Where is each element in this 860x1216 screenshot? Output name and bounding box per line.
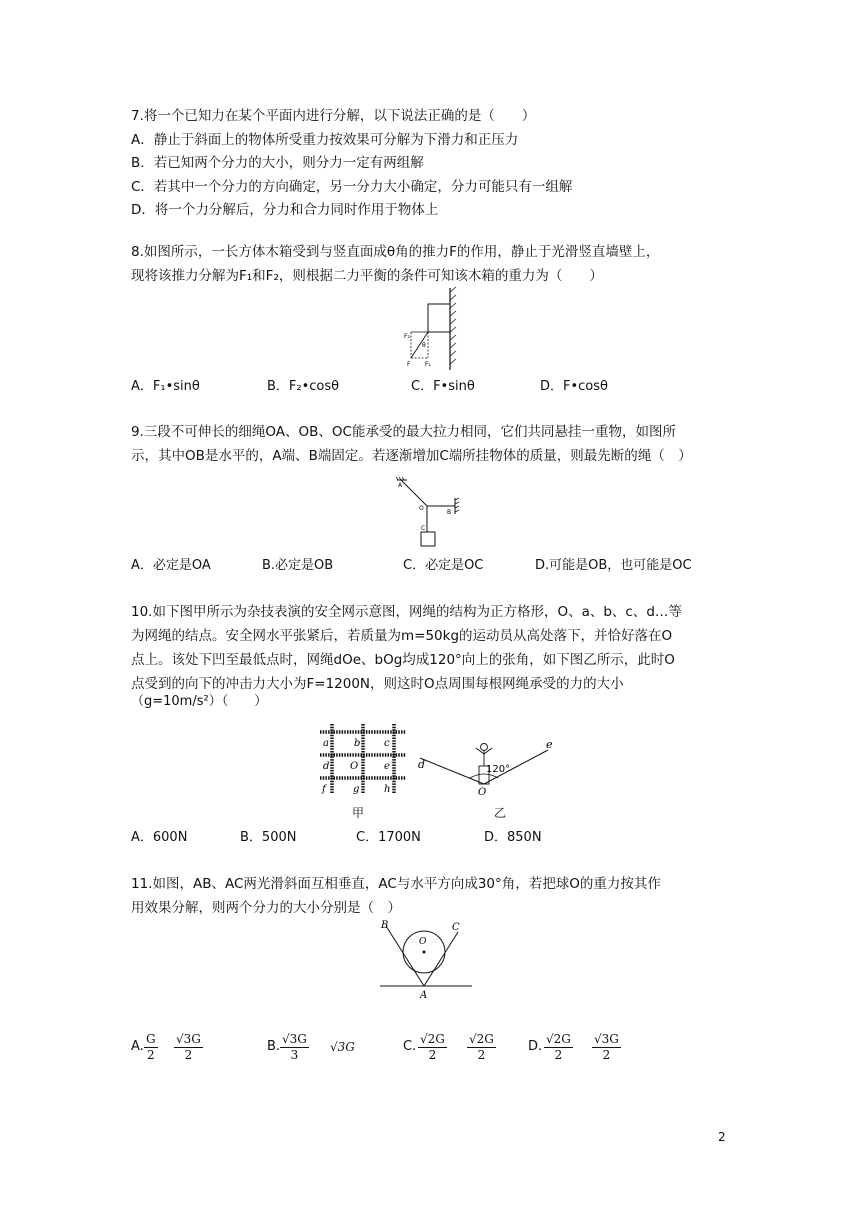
q9-option-a: A．必定是OA [131, 558, 211, 573]
q11-option-a-value1: $\frac{G}{2}$ [146, 1032, 156, 1062]
q9-fig-b: B [447, 509, 452, 516]
q10-fig-f: f [322, 784, 326, 795]
q10-fig-a: a [323, 738, 329, 749]
page-number: 2 [718, 1130, 726, 1144]
q8-fig-f1: F₁ [425, 361, 431, 368]
q8-option-a: A．F₁•sinθ [131, 379, 200, 394]
q11-figure [378, 918, 474, 1002]
q10-stem-line2: 为网绳的结点。安全网水平张紧后，若质量为m=50kg的运动员从高处落下，并恰好落在O [131, 628, 673, 644]
q11-stem-line1: 11.如图，AB、AC两光滑斜面互相垂直，AC与水平方向成30°角，若把球O的重力按其作 [131, 876, 661, 892]
q8-option-d: D．F•cosθ [540, 379, 608, 394]
q8-option-b: B．F₂•cosθ [267, 379, 340, 394]
q10-stem-line3: 点上。该处下凹至最低点时，网绳dOe、bOg均成120°向上的张角，如下图乙所示，此时O [131, 652, 675, 668]
q9-fig-c: C [421, 525, 426, 532]
q8-stem-line1: 8.如图所示，一长方体木箱受到与竖直面成θ角的推力F的作用，静止于光滑竖直墙壁上， [131, 244, 660, 260]
q7-option-d: D．将一个力分解后，分力和合力同时作用于物体上 [131, 202, 439, 218]
q10-fig-o: O [350, 761, 359, 772]
q7-stem: 7.将一个已知力在某个平面内进行分解，以下说法正确的是（ ） [131, 108, 536, 124]
q10-option-d: D．850N [484, 830, 542, 845]
q11-option-c-label: C. [403, 1039, 417, 1054]
q10-option-c: C．1700N [356, 830, 421, 845]
q10-figure-jia [318, 722, 408, 800]
q8-fig-f: F [407, 361, 411, 368]
q9-stem-line1: 9.三段不可伸长的细绳OA、OB、OC能承受的最大拉力相同，它们共同悬挂一重物，如图所 [131, 424, 676, 440]
q11-stem-line2: 用效果分解，则两个分力的大小分别是（ ） [131, 900, 401, 916]
q10-fig-yi-e: e [546, 738, 553, 751]
q8-stem-line2: 现将该推力分解为F₁和F₂，则根据二力平衡的条件可知该木箱的重力为（ ） [131, 268, 603, 284]
q10-fig-yi-angle: 120° [486, 764, 511, 775]
q10-option-b: B．500N [240, 830, 297, 845]
q10-stem-line5: （g=10m/s²）（ ） [131, 694, 268, 709]
q8-figure [398, 286, 468, 372]
q11-option-a-label: A. [131, 1039, 144, 1054]
q10-fig-h: h [384, 784, 391, 795]
q11-option-a-value2: $\frac{√3G}{2}$ [176, 1032, 201, 1062]
q9-fig-o: O [419, 505, 424, 512]
q10-fig-b: b [354, 738, 361, 749]
q10-stem-line1: 10.如下图甲所示为杂技表演的安全网示意图，网绳的结构为正方格形，O、a、b、c、d…等 [131, 604, 682, 620]
q9-figure [395, 474, 465, 552]
q8-fig-theta: θ [422, 342, 426, 349]
q10-option-a: A．600N [131, 830, 188, 845]
q9-option-b: B.必定是OB [262, 558, 334, 573]
q11-option-d-value1: $\frac{√2G}{2}$ [546, 1032, 571, 1062]
q11-fig-c: C [452, 922, 460, 933]
q10-fig-g: g [353, 784, 360, 795]
q10-stem-line4: 点受到的向下的冲击力大小为F=1200N，则这时O点周围每根网绳承受的力的大小 [131, 676, 624, 692]
q11-fig-o: O [419, 937, 427, 947]
q9-fig-a: A [398, 482, 403, 489]
q11-option-b-label: B. [267, 1039, 281, 1054]
q10-caption-yi: 乙 [494, 806, 507, 820]
q8-fig-f2: F₂ [404, 333, 410, 340]
q11-fig-b: B [381, 920, 389, 931]
q8-option-c: C．F•sinθ [411, 379, 475, 394]
q11-option-d-value2: $\frac{√3G}{2}$ [594, 1032, 619, 1062]
q11-option-b-value1: $\frac{√3G}{3}$ [282, 1032, 307, 1062]
q10-fig-yi-o: O [478, 787, 487, 798]
q11-option-b-value2: √3G [330, 1040, 355, 1054]
q7-option-a: A．静止于斜面上的物体所受重力按效果可分解为下滑力和正压力 [131, 132, 519, 148]
q7-option-c: C．若其中一个分力的方向确定，另一分力大小确定，分力可能只有一组解 [131, 179, 573, 195]
q9-stem-line2: 示，其中OB是水平的，A端、B端固定。若逐渐增加C端所挂物体的质量，则最先断的绳（ ） [131, 448, 692, 464]
q10-figure-yi [418, 740, 558, 796]
q11-fig-a: A [420, 990, 428, 1001]
q10-fig-e: e [384, 761, 390, 772]
q11-option-c-value2: $\frac{√2G}{2}$ [469, 1032, 494, 1062]
q11-option-c-value1: $\frac{√2G}{2}$ [420, 1032, 445, 1062]
q10-caption-jia: 甲 [352, 806, 365, 820]
q7-option-b: B．若已知两个分力的大小，则分力一定有两组解 [131, 155, 424, 171]
q10-fig-c: c [384, 738, 390, 749]
q11-option-d-label: D. [528, 1039, 543, 1054]
q10-fig-yi-d: d [418, 758, 426, 771]
q9-option-c: C．必定是OC [403, 558, 484, 573]
q9-option-d: D.可能是OB，也可能是OC [535, 558, 692, 573]
q10-fig-d: d [323, 761, 330, 772]
